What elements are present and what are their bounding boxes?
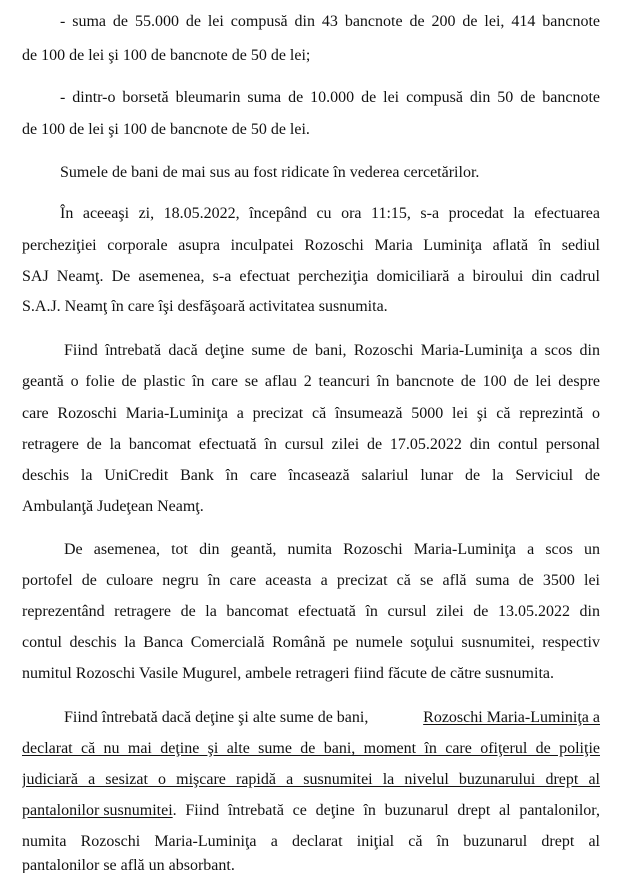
paragraph-5-line-4: retragere de la bancomat efectuată în cursul zilei de 17.05.2022 din contul personal — [22, 436, 600, 453]
paragraph-6-line-2: portofel de culoare negru în care aceasta a precizat că se află suma de 3500 lei — [22, 572, 600, 589]
paragraph-1-line-1: - suma de 55.000 de lei compusă din 43 bancnote de 200 de lei, 414 bancnote — [60, 13, 600, 30]
paragraph-5-line-3: care Rozoschi Maria-Luminiţa a precizat că însumează 5000 lei şi că reprezintă o — [22, 405, 600, 422]
paragraph-7-line-1-text: Fiind întrebată dacă deţine şi alte sume de bani, — [64, 709, 369, 726]
paragraph-5-line-5: deschis la UniCredit Bank în care încasează salariul lunar de la Serviciul de — [22, 467, 600, 484]
paragraph-7-line-3: judiciară a sesizat o mişcare rapidă a susnumitei la nivelul buzunarului drept al — [22, 771, 600, 788]
paragraph-7-line-6: pantalonilor se află un absorbant. — [22, 858, 235, 873]
paragraph-5-line-6: Ambulanţă Judeţean Neamţ. — [22, 498, 204, 515]
paragraph-4-line-3: SAJ Neamţ. De asemenea, s-a efectuat percheziţia domiciliară a biroului din cadrul — [22, 268, 600, 285]
paragraph-2-line-1: - dintr-o borsetă bleumarin suma de 10.000 de lei compusă din 50 de bancnote — [60, 89, 600, 106]
paragraph-1-line-2: de 100 de lei şi 100 de bancnote de 50 de lei; — [22, 47, 311, 64]
paragraph-6-line-5: numitul Rozoschi Vasile Mugurel, ambele retrageri fiind făcute de către susnumita. — [22, 665, 554, 682]
paragraph-6-line-1: De asemenea, tot din geantă, numita Rozoschi Maria-Luminiţa a scos un — [64, 541, 600, 558]
paragraph-7-line-4-text: . Fiind întrebată ce deţine în buzunarul drept al pantalonilor, — [172, 802, 600, 819]
paragraph-7-line-1 — [64, 708, 600, 728]
paragraph-4-line-4: S.A.J. Neamţ în care îşi desfăşoară activitatea susnumita. — [22, 298, 388, 315]
paragraph-7-line-1-underlined: Rozoschi Maria-Luminiţa a — [423, 709, 600, 726]
paragraph-7-line-2: declarat că nu mai deţine şi alte sume de bani, moment în care ofiţerul de poliţie — [22, 740, 600, 757]
paragraph-6-line-3: reprezentând retragere de la bancomat efectuată în cursul zilei de 13.05.2022 din — [22, 603, 600, 620]
paragraph-3-line-1: Sumele de bani de mai sus au fost ridicate în vederea cercetărilor. — [60, 164, 480, 181]
paragraph-7-line-4 — [22, 801, 600, 821]
paragraph-2-line-2: de 100 de lei şi 100 de bancnote de 50 de lei. — [22, 121, 310, 138]
paragraph-5-line-2: geantă o folie de plastic în care se aflau 2 teancuri în bancnote de 100 de lei despre — [22, 373, 600, 390]
paragraph-4-line-1: În aceeaşi zi, 18.05.2022, începând cu ora 11:15, s-a procedat la efectuarea — [60, 205, 600, 222]
paragraph-7-line-5: numita Rozoschi Maria-Luminiţa a declarat iniţial că în buzunarul drept al — [22, 833, 600, 850]
paragraph-4-line-2: percheziţiei corporale asupra inculpatei Rozoschi Maria Luminiţa aflată în sediul — [22, 237, 600, 254]
paragraph-6-line-4: contul deschis la Banca Comercială Română pe numele soţului susnumitei, respectiv — [22, 634, 600, 651]
paragraph-7-line-4-underlined: pantalonilor susnumitei — [22, 802, 173, 819]
paragraph-5-line-1: Fiind întrebată dacă deţine sume de bani, Rozoschi Maria-Luminiţa a scos din — [64, 342, 600, 359]
